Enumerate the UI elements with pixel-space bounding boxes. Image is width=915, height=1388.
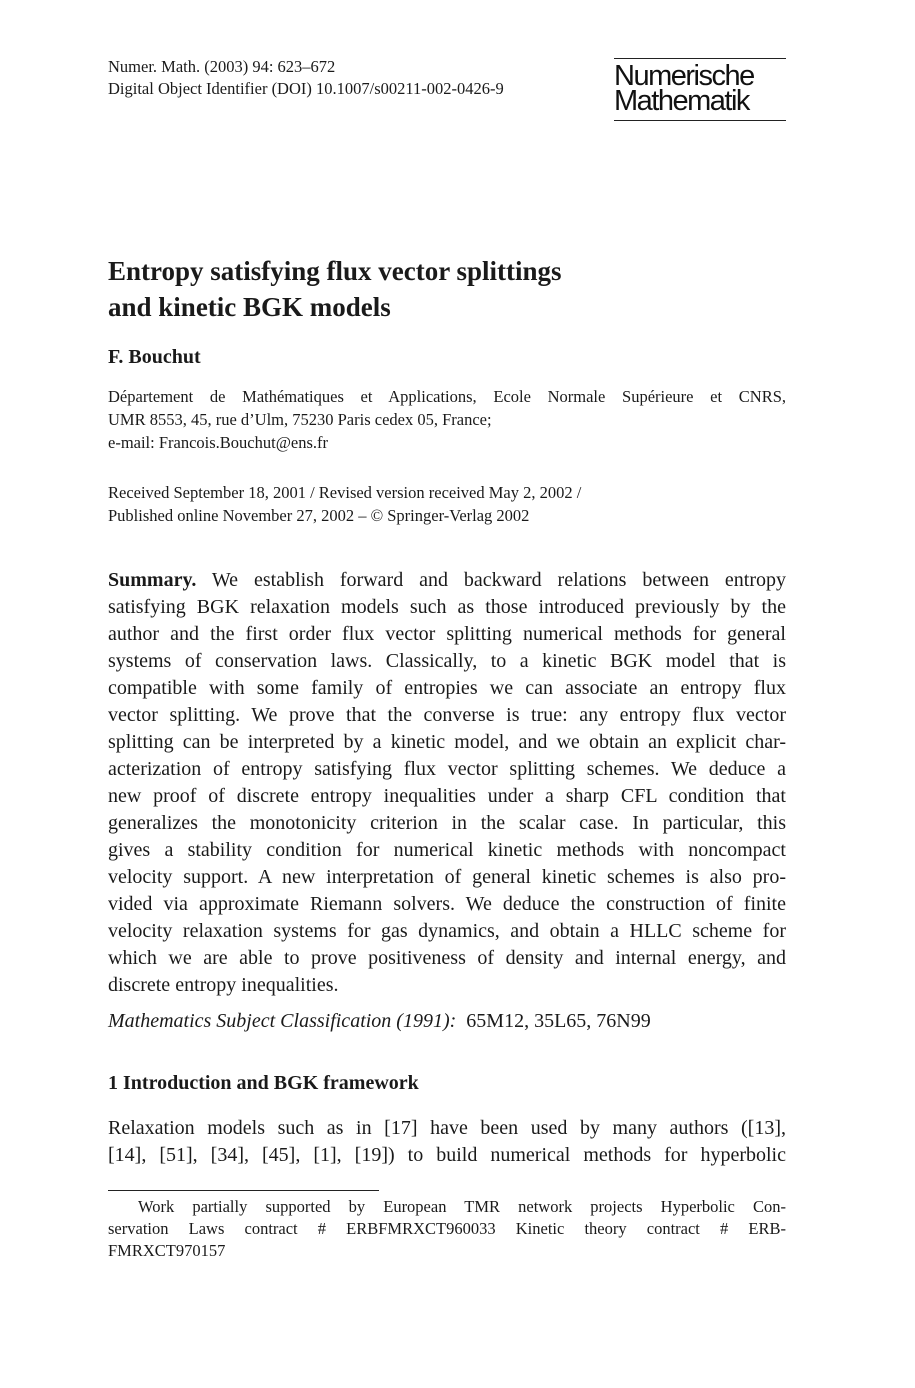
email-line: e-mail: Francois.Bouchut@ens.fr bbox=[108, 433, 329, 452]
title-line-2: and kinetic BGK models bbox=[108, 292, 391, 322]
msc-label: Mathematics Subject Classification (1991): bbox=[108, 1010, 457, 1032]
summary-line: vector splitting. We prove that the converse is true: any entropy flux vector bbox=[108, 704, 786, 726]
affiliation-line-1: Département de Mathématiques et Applications, Ecole Normale Supérieure et CNRS, bbox=[108, 387, 786, 406]
summary-line: author and the first order flux vector splitting numerical methods for general bbox=[108, 623, 786, 645]
intro-line: Relaxation models such as in [17] have been used by many authors ([13], bbox=[108, 1117, 786, 1139]
logo-line-1: Numerische bbox=[614, 60, 754, 92]
summary-line: compatible with some family of entropies we can associate an entropy flux bbox=[108, 677, 786, 699]
summary-line: generalizes the monotonicity criterion in the scalar case. In particular, this bbox=[108, 812, 786, 834]
summary-label: Summary. bbox=[108, 569, 197, 591]
subject-classification bbox=[108, 1008, 651, 1035]
summary-line: velocity support. A new interpretation of general kinetic schemes is also pro- bbox=[108, 866, 786, 888]
affiliation bbox=[108, 385, 786, 454]
author-name: F. Bouchut bbox=[108, 346, 201, 368]
intro-line: [14], [51], [34], [45], [1], [19]) to build numerical methods for hyperbolic bbox=[108, 1144, 786, 1166]
section-heading: 1 Introduction and BGK framework bbox=[108, 1072, 419, 1094]
summary-line: satisfying BGK relaxation models such as those introduced previously by the bbox=[108, 596, 786, 618]
footnote-line: servation Laws contract # ERBFMRXCT960033 Kinetic theory contract # ERB- bbox=[108, 1219, 786, 1238]
summary-line: discrete entropy inequalities. bbox=[108, 974, 339, 996]
dates-line-1: Received September 18, 2001 / Revised version received May 2, 2002 / bbox=[108, 483, 582, 502]
summary-line: velocity relaxation systems for gas dynamics, and obtain a HLLC scheme for bbox=[108, 920, 786, 942]
summary-abstract bbox=[108, 567, 786, 999]
affiliation-line-2: UMR 8553, 45, rue d’Ulm, 75230 Paris cedex 05, France; bbox=[108, 410, 492, 429]
summary-line: gives a stability condition for numerical kinetic methods with noncompact bbox=[108, 839, 786, 861]
summary-line: splitting can be interpreted by a kinetic model, and we obtain an explicit char- bbox=[108, 731, 786, 753]
journal-header bbox=[108, 56, 504, 100]
summary-line: new proof of discrete entropy inequalities under a sharp CFL condition that bbox=[108, 785, 786, 807]
summary-line: vided via approximate Riemann solvers. We deduce the construction of finite bbox=[108, 893, 786, 915]
summary-line: which we are able to prove positiveness of density and internal energy, and bbox=[108, 947, 786, 969]
msc-codes: 65M12, 35L65, 76N99 bbox=[466, 1010, 651, 1032]
publication-dates bbox=[108, 481, 786, 527]
summary-line: systems of conservation laws. Classically, to a kinetic BGK model that is bbox=[108, 650, 786, 672]
summary-line: acterization of entropy satisfying flux vector splitting schemes. We deduce a bbox=[108, 758, 786, 780]
logo-line-2: Mathematik bbox=[614, 85, 749, 117]
footnote-divider bbox=[108, 1190, 379, 1191]
intro-paragraph bbox=[108, 1115, 786, 1169]
journal-logo bbox=[614, 58, 786, 121]
footnote-line: FMRXCT970157 bbox=[108, 1241, 226, 1260]
summary-line: Summary. We establish forward and backward relations between entropy bbox=[108, 569, 786, 591]
journal-citation: Numer. Math. (2003) 94: 623–672 bbox=[108, 57, 336, 76]
title-line-1: Entropy satisfying flux vector splittings bbox=[108, 256, 562, 286]
footnote bbox=[108, 1196, 786, 1262]
doi-line: Digital Object Identifier (DOI) 10.1007/s00211-002-0426-9 bbox=[108, 79, 504, 98]
dates-line-2: Published online November 27, 2002 – © Springer-Verlag 2002 bbox=[108, 506, 530, 525]
footnote-line: Work partially supported by European TMR network projects Hyperbolic Con- bbox=[138, 1197, 786, 1216]
paper-title bbox=[108, 253, 788, 325]
